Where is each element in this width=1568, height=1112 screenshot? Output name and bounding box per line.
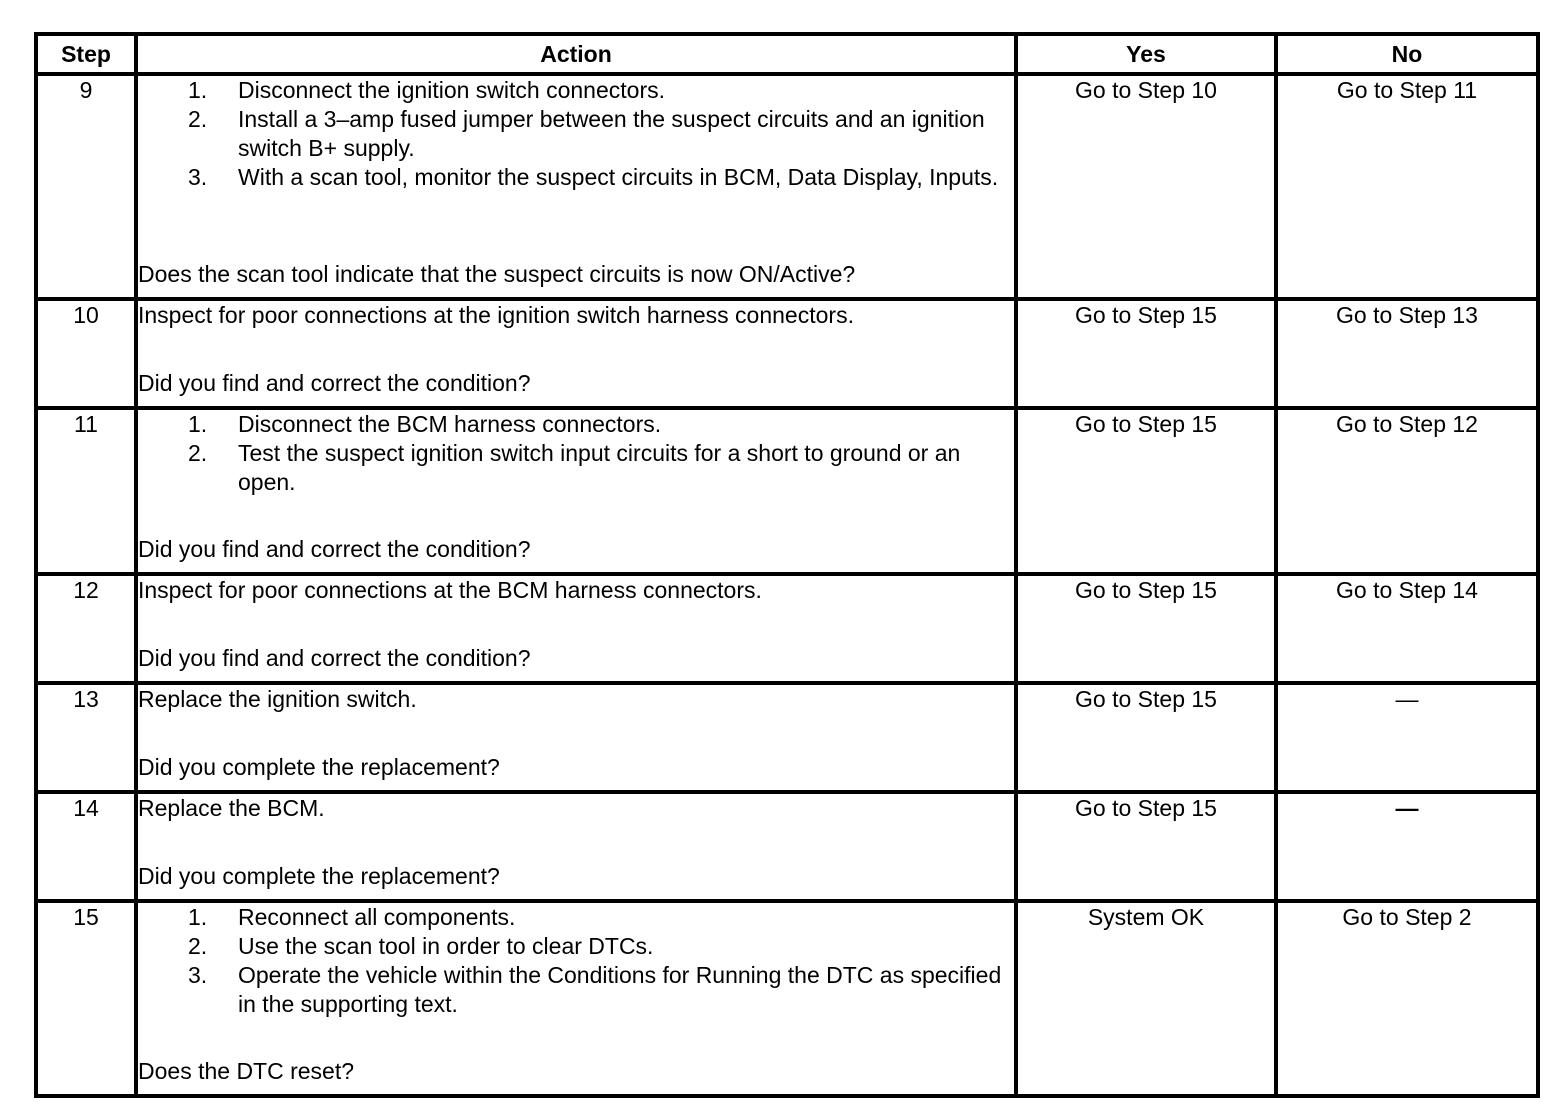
- action-question: Did you find and correct the condition?: [138, 370, 531, 396]
- diagnostic-table: [34, 32, 1540, 1098]
- action-text: Replace the BCM.: [138, 795, 325, 821]
- action-question: Did you complete the replacement?: [138, 863, 500, 889]
- header-row: [36, 34, 1538, 74]
- header-action: Action: [136, 34, 1016, 74]
- step-index: 1.: [188, 77, 208, 103]
- action-text: Inspect for poor connections at the ignition switch harness connectors.: [138, 302, 854, 328]
- yes-result: Go to Step 15: [1016, 408, 1276, 574]
- action-steps: [138, 903, 1014, 1019]
- step-text: Disconnect the ignition switch connectors.: [238, 77, 665, 103]
- step-number: 14: [36, 792, 136, 901]
- action-question: Does the DTC reset?: [138, 1058, 355, 1084]
- action-step: [188, 163, 1014, 192]
- step-number: 9: [36, 74, 136, 299]
- action-text: Inspect for poor connections at the BCM harness connectors.: [138, 577, 762, 603]
- action-question: Did you complete the replacement?: [138, 754, 500, 780]
- action-cell: [136, 792, 1016, 901]
- step-index: 1.: [188, 411, 208, 437]
- action-steps: [138, 76, 1014, 192]
- step-number: 11: [36, 408, 136, 574]
- step-text: Install a 3–amp fused jumper between the suspect circuits and an ignition switch B+ supply.: [238, 106, 985, 161]
- step-text: Operate the vehicle within the Conditions for Running the DTC as specified in the supporting text.: [238, 962, 1002, 1017]
- action-question: Does the scan tool indicate that the suspect circuits is now ON/Active?: [138, 261, 856, 287]
- action-step: [188, 439, 1014, 497]
- header-step: Step: [36, 34, 136, 74]
- yes-result: Go to Step 15: [1016, 792, 1276, 901]
- step-number: 10: [36, 299, 136, 408]
- no-result: —: [1276, 683, 1538, 792]
- action-step: [188, 105, 1014, 163]
- table-row: [36, 792, 1538, 901]
- step-index: 2.: [188, 440, 208, 466]
- action-question: Did you find and correct the condition?: [138, 645, 531, 671]
- step-number: 15: [36, 901, 136, 1096]
- step-text: Disconnect the BCM harness connectors.: [238, 411, 662, 437]
- action-cell: [136, 901, 1016, 1096]
- yes-result: Go to Step 15: [1016, 299, 1276, 408]
- step-number: 12: [36, 574, 136, 683]
- no-result: Go to Step 2: [1276, 901, 1538, 1096]
- action-steps: [138, 410, 1014, 497]
- step-index: 2.: [188, 933, 208, 959]
- action-question: Did you find and correct the condition?: [138, 536, 531, 562]
- no-result: Go to Step 14: [1276, 574, 1538, 683]
- action-step: [188, 76, 1014, 105]
- yes-result: Go to Step 15: [1016, 574, 1276, 683]
- no-result: —: [1276, 792, 1538, 901]
- no-result: Go to Step 11: [1276, 74, 1538, 299]
- step-text: Use the scan tool in order to clear DTCs.: [238, 933, 654, 959]
- action-cell: [136, 574, 1016, 683]
- no-result: Go to Step 12: [1276, 408, 1538, 574]
- step-index: 3.: [188, 962, 208, 988]
- header-no: No: [1276, 34, 1538, 74]
- table-row: [36, 574, 1538, 683]
- step-index: 2.: [188, 106, 208, 132]
- yes-result: Go to Step 10: [1016, 74, 1276, 299]
- step-text: Test the suspect ignition switch input circuits for a short to ground or an open.: [238, 440, 961, 495]
- action-cell: [136, 299, 1016, 408]
- action-cell: [136, 74, 1016, 299]
- table-row: [36, 901, 1538, 1096]
- no-result: Go to Step 13: [1276, 299, 1538, 408]
- step-number: 13: [36, 683, 136, 792]
- step-index: 1.: [188, 904, 208, 930]
- action-text: Replace the ignition switch.: [138, 686, 417, 712]
- action-cell: [136, 408, 1016, 574]
- action-step: [188, 961, 1014, 1019]
- action-step: [188, 932, 1014, 961]
- step-text: Reconnect all components.: [238, 904, 516, 930]
- table-row: [36, 74, 1538, 299]
- action-cell: [136, 683, 1016, 792]
- step-text: With a scan tool, monitor the suspect circuits in BCM, Data Display, Inputs.: [238, 164, 999, 190]
- action-step: [188, 410, 1014, 439]
- yes-result: Go to Step 15: [1016, 683, 1276, 792]
- header-yes: Yes: [1016, 34, 1276, 74]
- table-row: [36, 683, 1538, 792]
- yes-result: System OK: [1016, 901, 1276, 1096]
- table-row: [36, 299, 1538, 408]
- step-index: 3.: [188, 164, 208, 190]
- action-step: [188, 903, 1014, 932]
- table-row: [36, 408, 1538, 574]
